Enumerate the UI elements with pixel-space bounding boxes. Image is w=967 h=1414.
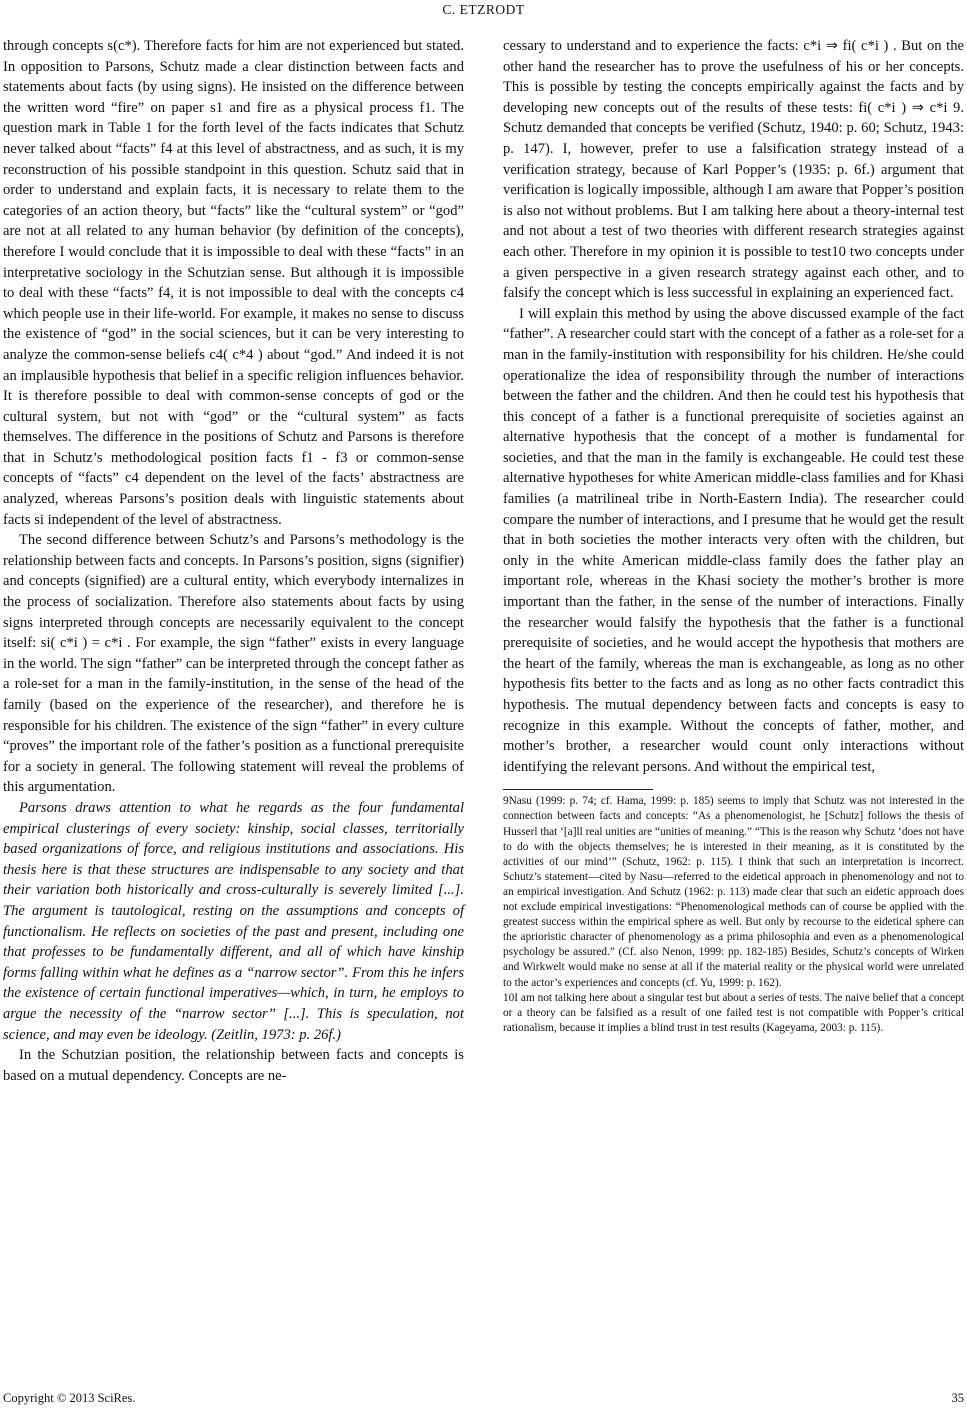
copyright-notice: Copyright © 2013 SciRes.	[3, 1391, 136, 1405]
block-quote: Parsons draws attention to what he regards as the four fundamental empirical clusterings of every society: kinship, social classes, territorially based organizations of force, and religious institutions and associations. His thesis here is that these structures are indispensable to any society and that their variation both historically and cross-culturally is severely limited [...]. The argument is tautological, resting on the assumptions and concepts of functionalism. He reflects on societies of the past and present, including one that professes to be fundamentally different, and all of which have kinship forms falling within what he defines as a “narrow sector”. From this he infers the existence of certain functional imperatives—which, in turn, he employs to argue the necessity of the “narrow sector” [...]. This is speculation, not science, and may even be ideology. (Zeitlin, 1973: p. 26f.)	[3, 799, 464, 1043]
footnote-9: 9Nasu (1999: p. 74; cf. Hama, 1999: p. 185) seems to imply that Schutz was not interested in the connection between facts and concepts: “As a phenomenologist, he [Schutz] follows the thesis of Husserl that ‘[a]ll real unities are “unities of meaning.” “This is the reason why Schutz ‘does not have to do with the objects themselves; he is interested in their meaning, as it is constituted by the activities of our mind’” (Schutz, 1962: p. 115). I think that such an interpretation is incorrect. Schutz’s statement—cited by Nasu—referred to the eidetical approach in phenomenology and not to an empirical investigation. And Schutz (1962: p. 113) made clear that such an eidetic approach does not exclude empirical investigations: “Phenomenological methods can of course be applied with the greatest success within the empirical sphere as well. But only by recourse to the eidetical sphere can the aprioristic character of phenomenology as a prima philosophia and even as a phenomenological psychology be assured.” (Cf. also Nenon, 1999: pp. 182-185) Besides, Schutz’s concepts of Wirken and Wirkwelt would make no sense at all if the material reality or the physical world were unrelated to the actor’s experiences and concepts (cf. Yu, 1999: p. 162).	[503, 795, 964, 989]
paragraph: The second difference between Schutz’s and Parsons’s methodology is the relationship between facts and concepts. In Parsons’s position, signs (signifier) and concepts (signified) are a cultural entity, which everybody internalizes in the process of socialization. Therefore also statements about facts by using signs interpreted through concepts are necessarily equivalent to the concept itself: si( c*i ) = c*i . For example, the sign “father” exists in every language in the world. The sign “father” can be interpreted through the concept father as a role-set for a man in the family-institution, in the sense of the head of the family (based on the experience of the researcher), and therefore he is responsible for his children. The existence of the sign “father” in every culture “proves” the important role of the father’s position as a functional prerequisite for a society in general. The following statement will reveal the problems of this argumentation.	[3, 532, 464, 796]
paragraph: I will explain this method by using the above discussed example of the fact “father”. A researcher could start with the concept of a father as a role-set for a man in the family-institution with responsibility for his children. He/she could operationalize the idea of responsibility through the number of interactions between the father and the children. And then he could test his hypothesis that this concept of a father is a functional prerequisite of societies against an alternative hypothesis that the concept of a mother is fundamental for societies, and that the man in the family is exchangeable. He could test these alternative hypotheses for white American middle-class families and for Khasi families (a matrilineal tribe in North-Eastern India). The researcher could compare the number of interactions, and I presume that he would get the result that in both societies the mother interacts very often with the children, but only in the white American middle-class family does the father play an important role, whereas in the Khasi society the mother’s brother is more important than the father, in the sense of the number of interactions. Finally the researcher would falsify the hypothesis that the father is a functional prerequisite of societies, and he would accept the hypothesis that mothers are the heart of the family, whereas the man is exchangeable, as long as no other hypothesis fits better to the facts and as long as no other facts contradict this hypothesis. The mutual dependency between facts and concepts is easy to recognize in this example. Without the concepts of father, mother, and mother’s brother, a researcher would count only interactions without identifying the relevant persons. And without the empirical test,	[503, 305, 964, 775]
footnote-divider	[503, 789, 653, 790]
page-footer	[3, 1391, 964, 1406]
page-number: 35	[951, 1391, 964, 1405]
paragraph: cessary to understand and to experience the facts: c*i ⇒ fi( c*i ) . But on the other hand the researcher has to prove the usefulness of his or her concepts. This is possible by testing the concepts empirically against the facts and by developing new concepts out of the results of these tests: fi( c*i ) ⇒ c*i 9. Schutz demanded that concepts be verified (Schutz, 1940: p. 60; Schutz, 1943: p. 147). I, however, prefer to use a falsification strategy instead of a verification strategy, because of Karl Popper’s (1935: p. 6f.) argument that verification is logically impossible, although I am aware that Popper’s position is also not without problems. But I am talking here about a theory-internal test and not about a test of two theories with different research strategies against each other. Therefore in my opinion it is possible to test10 two concepts under a given perspective in a given research strategy against each other, and to falsify the concept which is less successful in explaining an experienced fact.	[503, 38, 964, 302]
right-column	[503, 36, 964, 1036]
paragraph: through concepts s(c*). Therefore facts for him are not experienced but stated. In opposition to Parsons, Schutz made a clear distinction between facts and statements about facts (by using signs). He insisted on the difference between the written word “fire” on paper s1 and fire as a physical process f1. The question mark in Table 1 for the forth level of the facts indicates that Schutz never talked about “facts” f4 at this level of abstractness, and as such, it is my reconstruction of his possible standpoint in this question. Schutz said that in order to understand and explain facts, it is necessary to relate them to the categories of an action theory, but “facts” like the “cultural system” or “god” are not at all related to any human behavior (by definition of the concepts), therefore I would conclude that it is impossible to deal with these “facts” in an interpretative sociology in the Schutzian sense. But although it is impossible to deal with these “facts” f4, it is not impossible to deal with the concepts c4 which people use in their life-world. For example, it makes no sense to discuss the existence of “god” in the social sciences, but it can be very interesting to analyze the common-sense beliefs c4( c*4 ) about “god.” And indeed it is not an implausible hypothesis that belief in a specific religion influences behavior. It is therefore possible to deal with common-sense concepts of god or the cultural system, but not with “god” or the “cultural system” as facts themselves. The difference in the positions of Schutz and Parsons is therefore that in Schutz’s methodological position facts f1 - f3 or common-sense concepts of “facts” c4 dependent on the level of the facts’ abstractness are analyzed, whereas Parsons’s position deals with linguistic statements about facts si independent of the level of abstractness.	[3, 38, 464, 528]
footnote-10: 10I am not talking here about a singular test but about a series of tests. The naive belief that a concept or a theory can be falsified as a result of one failed test is not compatible with Popper’s critical rationalism, because it implies a blind trust in test results (Kageyama, 2003: p. 115).	[503, 991, 964, 1034]
running-head: C. ETZRODT	[442, 2, 525, 17]
left-column	[3, 36, 464, 1086]
paragraph: In the Schutzian position, the relationship between facts and concepts is based on a mutual dependency. Concepts are ne-	[3, 1047, 464, 1084]
